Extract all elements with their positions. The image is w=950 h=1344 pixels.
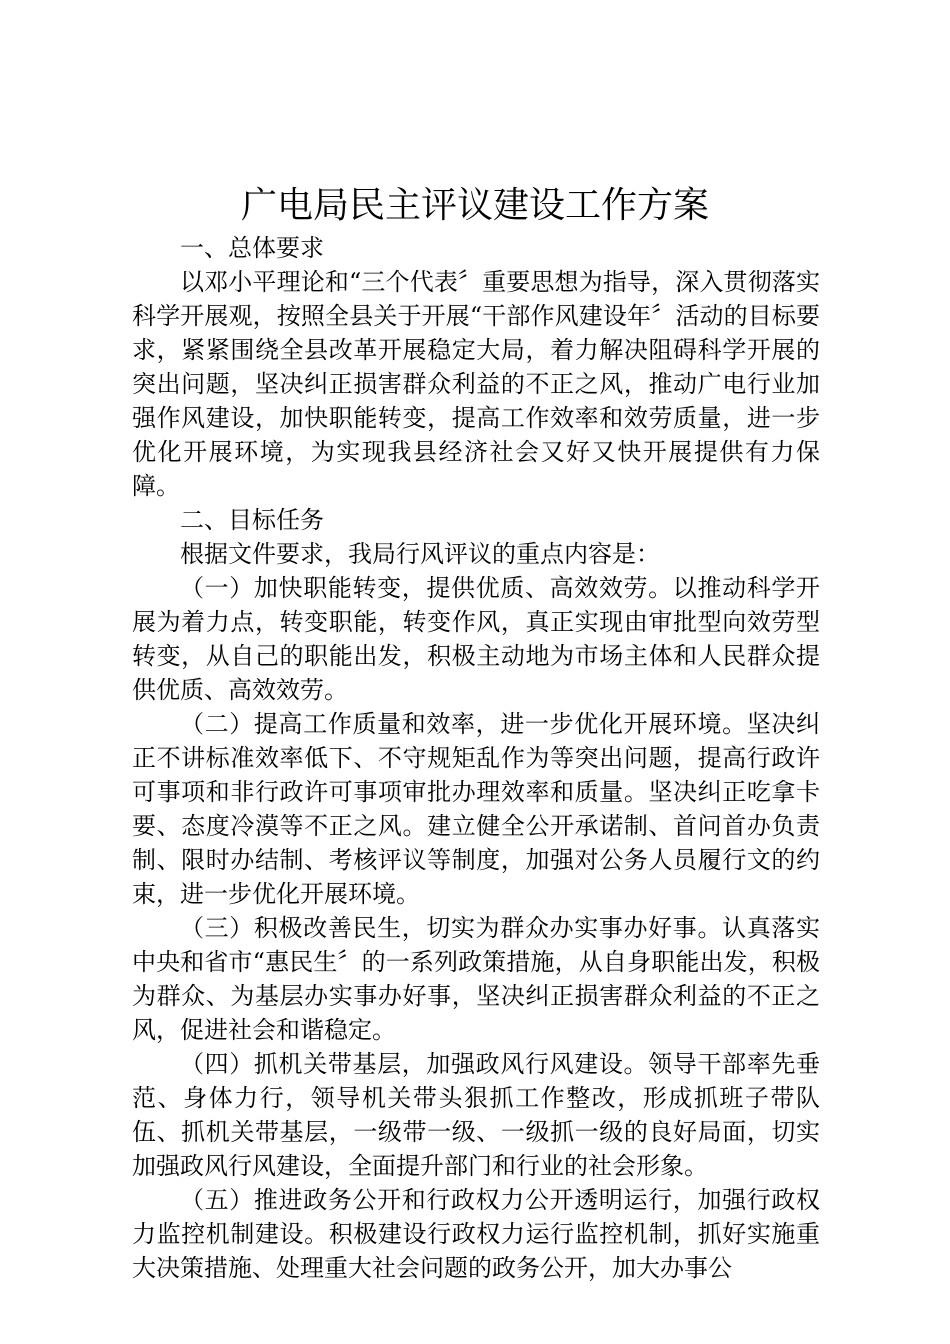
- paragraph-general-requirements: 以邓小平理论和“三个代表〞重要思想为指导，深入贯彻落实科学开展观，按照全县关于开展“干部作风建设年〞活动的目标要求，紧紧围绕全县改革开展稳定大局，着力解决阻碍科学开展的突出问题，坚决纠正损害群众利益的不正之风，推动广电行业加强作风建设，加快职能转变，提高工作效率和效劳质量，进一步优化开展环境，为实现我县经济社会又好又快开展提供有力保障。: [132, 268, 820, 500]
- paragraph-item-1: （一）加快职能转变，提供优质、高效效劳。以推动科学开展为着力点，转变职能，转变作风，真正实现由审批型向效劳型转变，从自己的职能出发，积极主动地为市场主体和人民群众提供优质、高效效劳。: [132, 574, 820, 704]
- document-body: [132, 231, 820, 1285]
- section-heading-objectives: 二、目标任务: [180, 506, 324, 534]
- paragraph-item-3: （三）积极改善民生，切实为群众办实事办好事。认真落实中央和省市“惠民生〞的一系列政策措施，从自身职能出发，积极为群众、为基层办实事办好事，坚决纠正损害群众利益的不正之风，促进社会和谐稳定。: [132, 914, 820, 1044]
- paragraph-key-content-intro: 根据文件要求，我局行风评议的重点内容是：: [180, 540, 660, 568]
- paragraph-item-4: （四）抓机关带基层，加强政风行风建设。领导干部率先垂范、身体力行，领导机关带头狠抓工作整改，形成抓班子带队伍、抓机关带基层，一级带一级、一级抓一级的良好局面，切实加强政风行风建设，全面提升部门和行业的社会形象。: [132, 1050, 820, 1180]
- document-title: 广电局民主评议建设工作方案: [240, 185, 709, 226]
- section-heading-general-requirements: 一、总体要求: [180, 234, 324, 262]
- paragraph-item-2: （二）提高工作质量和效率，进一步优化开展环境。坚决纠正不讲标准效率低下、不守规矩乱作为等突出问题，提高行政许可事项和非行政许可事项审批办理效率和质量。坚决纠正吃拿卡要、态度冷漠等不正之风。建立健全公开承诺制、首问首办负责制、限时办结制、考核评议等制度，加强对公务人员履行文的约束，进一步优化开展环境。: [132, 710, 820, 908]
- paragraph-item-5: （五）推进政务公开和行政权力公开透明运行，加强行政权力监控机制建设。积极建设行政权力运行监控机制，抓好实施重大决策措施、处理重大社会问题的政务公开，加大办事公: [132, 1186, 820, 1282]
